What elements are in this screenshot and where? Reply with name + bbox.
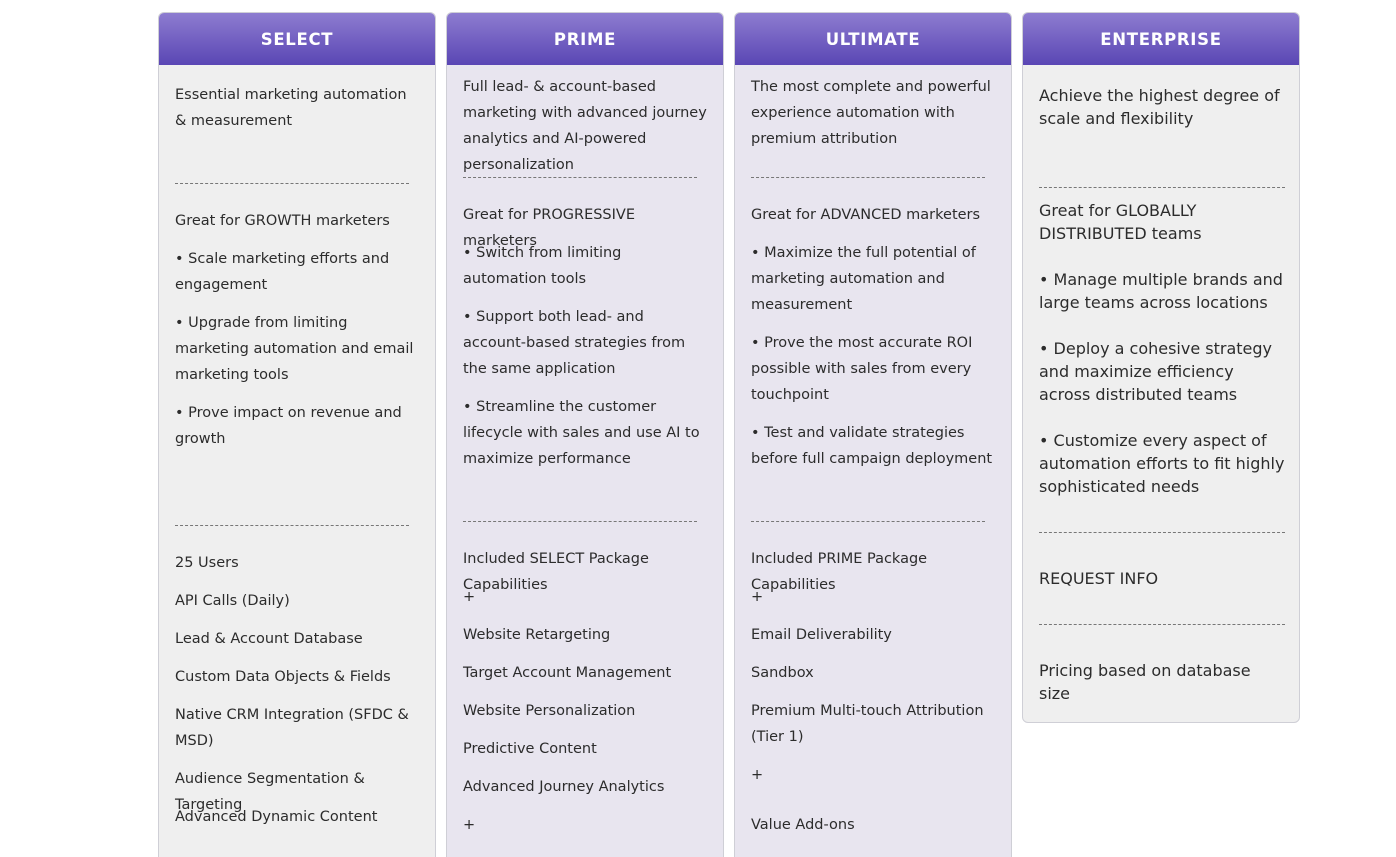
plan-card-enterprise: [1022, 12, 1300, 723]
capability-item: API Calls (Daily): [175, 593, 290, 609]
feature-bullet: • Customize every aspect of automation efforts to fit highly sophisticated needs: [1039, 431, 1285, 496]
divider: [751, 521, 985, 522]
plan-audience: Great for GROWTH marketers: [175, 213, 390, 229]
feature-bullet: • Prove the most accurate ROI possible with sales from every touchpoint: [751, 335, 973, 403]
request-info-link[interactable]: REQUEST INFO: [1039, 569, 1159, 588]
capability-item: Included SELECT Package Capabilities: [463, 551, 649, 593]
capability-item: Predictive Content: [463, 741, 597, 757]
capability-item: Website Retargeting: [463, 627, 611, 643]
plan-title: ULTIMATE: [735, 13, 1011, 65]
plan-card-ultimate: [734, 12, 1012, 857]
plan-description: Full lead- & account-based marketing with advanced journey analytics and AI-powered personalization: [463, 79, 707, 173]
feature-bullet: • Switch from limiting automation tools: [463, 245, 622, 287]
capability-item: Value Add-ons: [751, 817, 855, 833]
capability-plus: +: [751, 589, 764, 605]
feature-bullet: • Test and validate strategies before full campaign deployment: [751, 425, 993, 467]
divider: [751, 177, 985, 178]
capability-item: 25 Users: [175, 555, 239, 571]
feature-bullet: • Maximize the full potential of marketing automation and measurement: [751, 245, 976, 313]
plan-title: SELECT: [159, 13, 435, 65]
pricing-note: Pricing based on database size: [1039, 661, 1251, 703]
feature-bullet: • Manage multiple brands and large teams across locations: [1039, 270, 1283, 312]
capability-item: Sandbox: [751, 665, 814, 681]
capability-item: Premium Multi-touch Attribution (Tier 1): [751, 703, 984, 745]
capability-item: Included PRIME Package Capabilities: [751, 551, 928, 593]
capability-item: Website Personalization: [463, 703, 636, 719]
feature-bullet: • Upgrade from limiting marketing automation and email marketing tools: [175, 315, 414, 383]
divider: [1039, 624, 1285, 625]
capability-item: Email Deliverability: [751, 627, 892, 643]
divider: [175, 525, 409, 526]
divider: [1039, 187, 1285, 188]
capability-item: Audience Segmentation & Targeting: [175, 771, 365, 813]
feature-bullet: • Streamline the customer lifecycle with sales and use AI to maximize performance: [463, 399, 700, 467]
plan-card-prime: [446, 12, 724, 857]
divider: [463, 177, 697, 178]
capability-item: Lead & Account Database: [175, 631, 363, 647]
plan-title: ENTERPRISE: [1023, 13, 1299, 65]
divider: [175, 183, 409, 184]
plan-audience: Great for ADVANCED marketers: [751, 207, 981, 223]
plan-title: PRIME: [447, 13, 723, 65]
plan-description: Achieve the highest degree of scale and flexibility: [1039, 86, 1280, 128]
plan-card-select: [158, 12, 436, 857]
capability-plus: +: [463, 817, 476, 833]
capability-item: Custom Data Objects & Fields: [175, 669, 391, 685]
plan-audience: Great for PROGRESSIVE marketers: [463, 207, 635, 249]
feature-bullet: • Prove impact on revenue and growth: [175, 405, 402, 447]
plan-description: Essential marketing automation & measurement: [175, 87, 407, 129]
plan-description: The most complete and powerful experience automation with premium attribution: [751, 79, 991, 147]
divider: [463, 521, 697, 522]
capability-item: Target Account Management: [463, 665, 672, 681]
capability-plus: +: [751, 767, 764, 783]
capability-item: Advanced Dynamic Content: [175, 809, 378, 825]
capability-plus: +: [463, 589, 476, 605]
capability-item: Native CRM Integration (SFDC & MSD): [175, 707, 409, 749]
capability-item: Advanced Journey Analytics: [463, 779, 665, 795]
feature-bullet: • Deploy a cohesive strategy and maximize efficiency across distributed teams: [1039, 339, 1273, 404]
feature-bullet: • Scale marketing efforts and engagement: [175, 251, 390, 293]
divider: [1039, 532, 1285, 533]
plan-audience: Great for GLOBALLY DISTRIBUTED teams: [1039, 201, 1202, 243]
feature-bullet: • Support both lead- and account-based strategies from the same application: [463, 309, 686, 377]
